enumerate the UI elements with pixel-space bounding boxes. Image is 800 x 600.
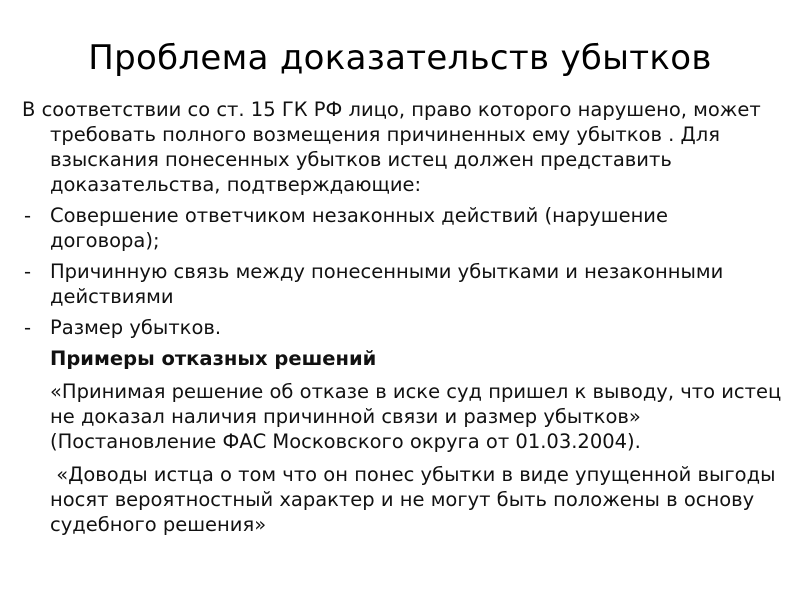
examples-heading: Примеры отказных решений	[50, 347, 377, 370]
bullet-marker: -	[24, 316, 32, 339]
slide-title: Проблема доказательств убытков	[88, 38, 712, 78]
quote-paragraph: «Принимая решение об отказе в иске суд пришел к выводу, что истец не доказал наличия причинной связи и размер убытков» (Постановление ФАС Московского округа от 01.03.2004).	[50, 380, 782, 453]
bullet-item	[22, 259, 782, 309]
bullet-marker: -	[24, 204, 32, 227]
quote-paragraph: «Доводы истца о том что он понес убытки в виде упущенной выгоды носят вероятностный характер и не могут быть положены в основу судебного решения»	[50, 463, 782, 536]
slide-body	[22, 97, 782, 537]
bullet-text: Причинную связь между понесенными убытками и незаконными действиями	[50, 260, 724, 308]
intro-paragraph: В соответствии со ст. 15 ГК РФ лицо, право которого нарушено, может требовать полного возмещения причиненных ему убытков . Для взыскания понесенных убытков истец должен представить доказательства, подтверждающие:	[22, 98, 761, 196]
bullet-text: Размер убытков.	[50, 316, 222, 339]
bullet-item	[22, 203, 782, 253]
bullet-text: Совершение ответчиком незаконных действий (нарушение договора);	[50, 204, 668, 252]
bullet-marker: -	[24, 260, 32, 283]
bullet-item	[22, 315, 782, 340]
